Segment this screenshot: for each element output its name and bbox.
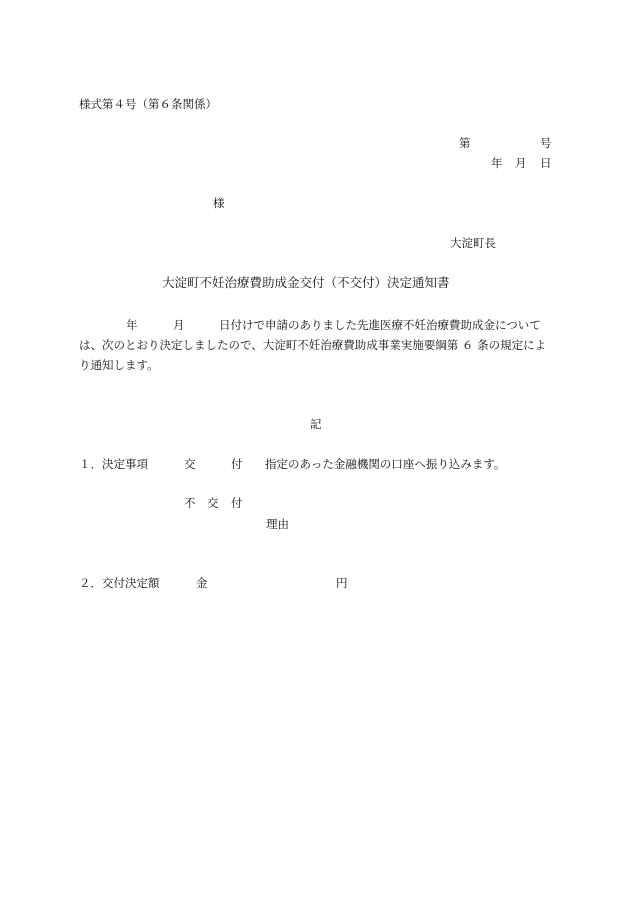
item1-fu: 付: [231, 457, 243, 471]
document-number-dai: 第: [459, 136, 471, 150]
form-number: 様式第４号（第６条関係）: [79, 97, 217, 111]
item1-fukofu-tsuki: 付: [231, 496, 243, 510]
item1-reason-label: 理由: [266, 517, 289, 531]
body-month-label: 月: [173, 318, 185, 332]
date-day-label: 日: [540, 156, 552, 170]
body-line2: は、次のとおり決定しましたので、大淀町不妊治療費助成事業実施要綱第 ６ 条の規定によ: [79, 338, 547, 352]
body-line1-text: 日付けで申請のありました先進医療不妊治療費助成金について: [219, 318, 541, 332]
date-year-label: 年: [491, 156, 503, 170]
item2-label: ２．交付決定額: [79, 576, 160, 590]
item1-fukofu-fu: 不: [184, 496, 196, 510]
addressee-sama: 様: [213, 196, 225, 210]
document-number-go: 号: [540, 136, 552, 150]
body-line3: り通知します。: [79, 358, 159, 372]
date-month-label: 月: [515, 156, 527, 170]
item1-fukofu-kou: 交: [207, 496, 219, 510]
body-paragraph: [79, 315, 551, 375]
item2-kin: 金: [196, 576, 208, 590]
item1-kou: 交: [184, 457, 196, 471]
document-title: 大淀町不妊治療費助成金交付（不交付）決定通知書: [162, 275, 450, 290]
item1-kofu-text: 指定のあった金融機関の口座へ振り込みます。: [265, 457, 506, 471]
item1-label: １．決定事項: [79, 457, 148, 471]
item2-en: 円: [336, 576, 348, 590]
sender-name: 大淀町長: [450, 236, 496, 250]
body-year-label: 年: [126, 318, 138, 332]
ki-heading: 記: [310, 417, 322, 431]
